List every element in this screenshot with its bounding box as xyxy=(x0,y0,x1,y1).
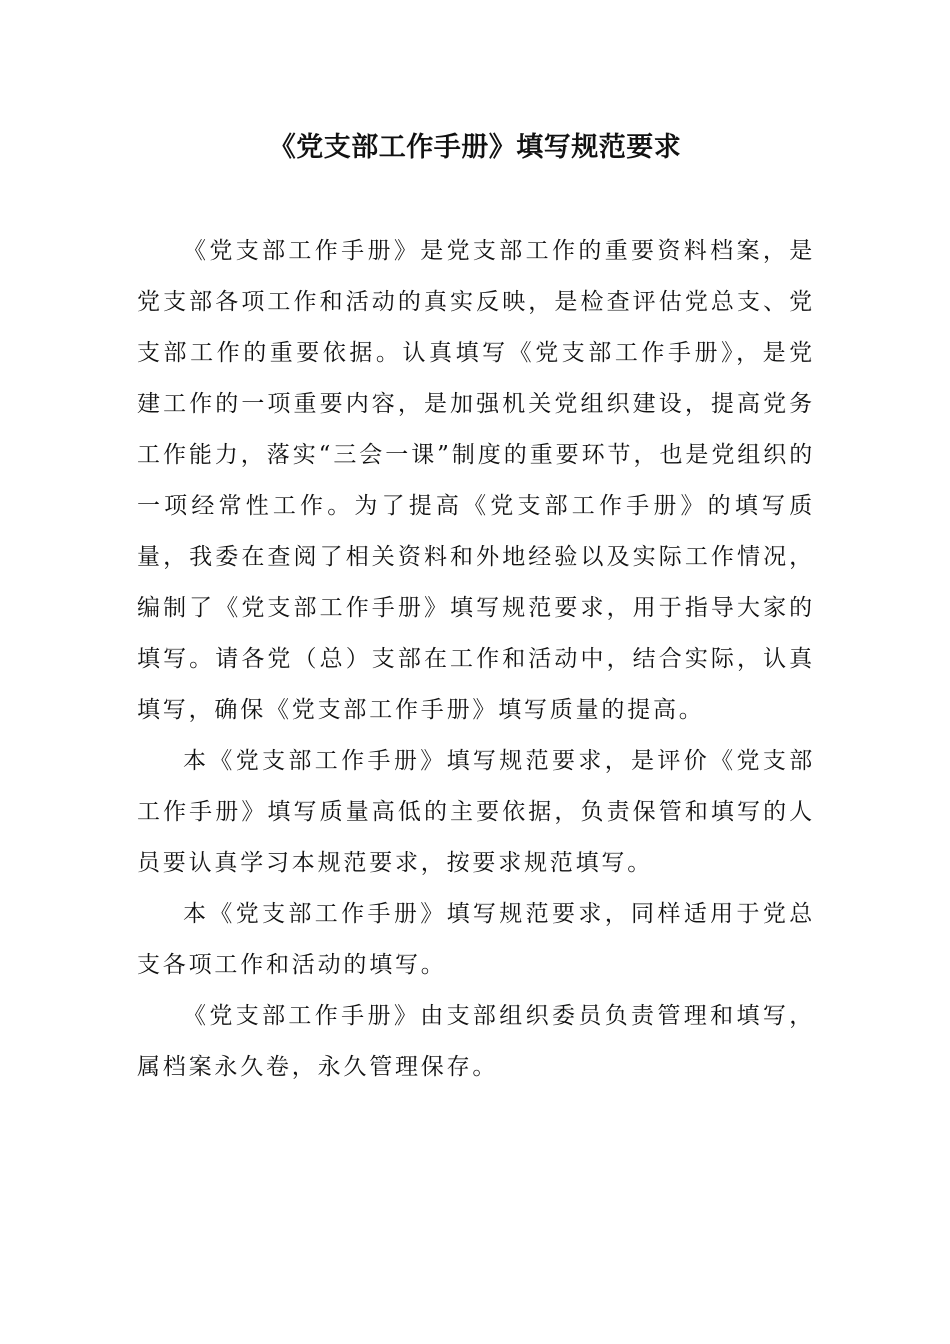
paragraph-evaluation: 本《党支部工作手册》填写规范要求，是评价《党支部工作手册》填写质量高低的主要依据，负责保管和填写的人员要认真学习本规范要求，按要求规范填写。 xyxy=(137,748,815,876)
paragraph-applicability: 本《党支部工作手册》填写规范要求，同样适用于党总支各项工作和活动的填写。 xyxy=(137,901,815,978)
document-title: 《党支部工作手册》填写规范要求 xyxy=(268,132,682,163)
paragraph-custody: 《党支部工作手册》由支部组织委员负责管理和填写，属档案永久卷，永久管理保存。 xyxy=(137,1003,815,1080)
paragraph-intro: 《党支部工作手册》是党支部工作的重要资料档案，是党支部各项工作和活动的真实反映，是检查评估党总支、党支部工作的重要依据。认真填写《党支部工作手册》，是党建工作的一项重要内容，是加强机关党组织建设，提高党务工作能力，落实“三会一课”制度的重要环节，也是党组织的一项经常性工作。为了提高《党支部工作手册》的填写质量，我委在查阅了相关资料和外地经验以及实际工作情况，编制了《党支部工作手册》填写规范要求，用于指导大家的填写。请各党（总）支部在工作和活动中，结合实际，认真填写，确保《党支部工作手册》填写质量的提高。 xyxy=(137,238,815,723)
document-body xyxy=(137,226,815,1093)
